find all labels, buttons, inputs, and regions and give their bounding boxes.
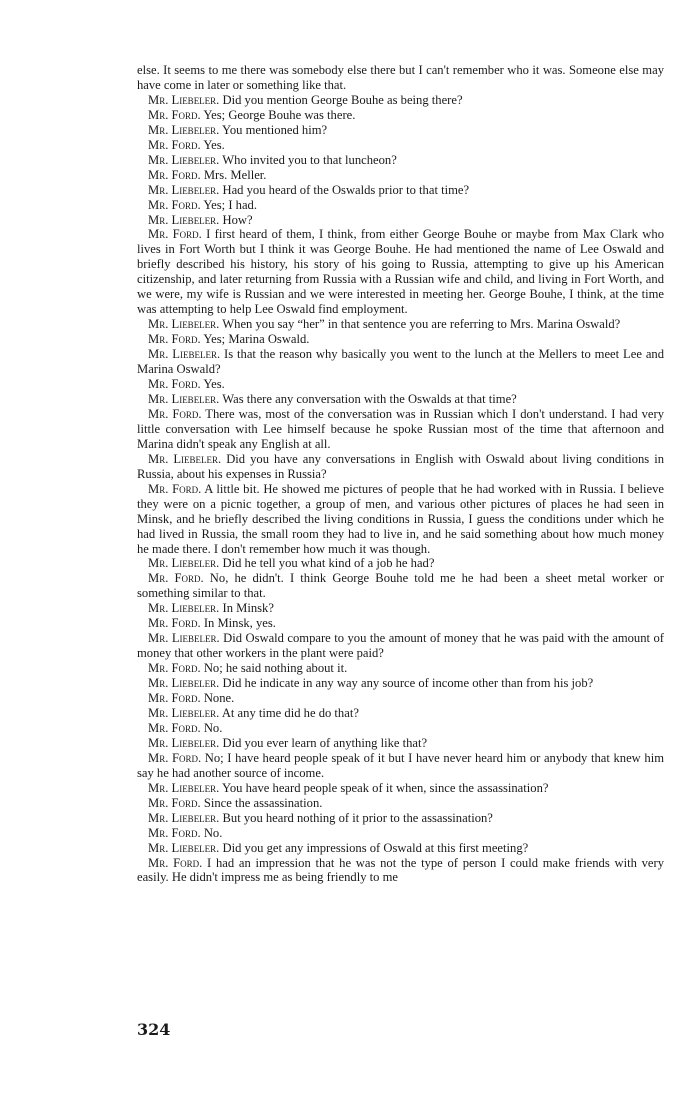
page-number: 324 bbox=[137, 1020, 171, 1039]
testimony-paragraph bbox=[137, 392, 664, 407]
paragraph-text: No; I have heard people speak of it but I have never heard him or anybody that knew him say he had another source of income. bbox=[137, 750, 664, 780]
speaker-label: Mr. Liebeler. bbox=[148, 705, 220, 720]
paragraph-text: No, he didn't. I think George Bouhe told me he had been a sheet metal worker or something similar to that. bbox=[137, 571, 664, 601]
speaker-label: Mr. Ford. bbox=[148, 750, 202, 765]
paragraph-text: Did you mention George Bouhe as being there? bbox=[222, 92, 463, 107]
paragraph-text: Did he indicate in any way any source of income other than from his job? bbox=[222, 676, 594, 691]
paragraph-text: Did he tell you what kind of a job he had? bbox=[222, 556, 435, 571]
testimony-paragraph bbox=[137, 841, 664, 856]
speaker-label: Mr. Ford. bbox=[148, 661, 201, 676]
speaker-label: Mr. Liebeler. bbox=[148, 601, 220, 616]
paragraph-text: Was there any conversation with the Oswalds at that time? bbox=[222, 391, 517, 406]
paragraph-text: No. bbox=[203, 825, 223, 840]
paragraph-text: I first heard of them, I think, from either George Bouhe or maybe from Max Clark who lives in Fort Worth but I think it was George Bouhe. He had mentioned the name of Lee Oswald and briefly described his history, his story of his going to Russia, attempting to give up his American citizenship, and later returning from Russia with a Russian wife and child, and living in Fort Worth, and we were, my wife is Russian and we were interested in meeting her. George Bouhe, I think, at the time was attempting to help Lee Oswald find employment. bbox=[137, 227, 664, 317]
paragraph-text: In Minsk? bbox=[222, 601, 274, 616]
speaker-label: Mr. Ford. bbox=[148, 197, 201, 212]
testimony-paragraph bbox=[137, 317, 664, 332]
speaker-label: Mr. Ford. bbox=[148, 795, 201, 810]
testimony-paragraph bbox=[137, 706, 664, 721]
testimony-paragraph bbox=[137, 153, 664, 168]
testimony-paragraph bbox=[137, 796, 664, 811]
paragraph-text: You have heard people speak of it when, since the assassination? bbox=[222, 780, 549, 795]
testimony-paragraph bbox=[137, 661, 664, 676]
speaker-label: Mr. Liebeler. bbox=[148, 840, 220, 855]
paragraph-text: No. bbox=[203, 720, 223, 735]
speaker-label: Mr. Liebeler. bbox=[148, 556, 220, 571]
testimony-paragraph bbox=[137, 721, 664, 736]
testimony-body bbox=[137, 63, 664, 885]
paragraph-text: I had an impression that he was not the type of person I could make friends with very easily. He didn't impress me as being friendly to me bbox=[137, 855, 664, 885]
speaker-label: Mr. Liebeler. bbox=[148, 212, 220, 227]
speaker-label: Mr. Ford. bbox=[148, 167, 201, 182]
testimony-paragraph bbox=[137, 183, 664, 198]
paragraph-text: Mrs. Meller. bbox=[203, 167, 267, 182]
testimony-paragraph bbox=[137, 198, 664, 213]
paragraph-text: else. It seems to me there was somebody else there but I can't remember who it was. Someone else may have come in later or something like that. bbox=[137, 63, 664, 92]
speaker-label: Mr. Liebeler. bbox=[148, 391, 220, 406]
speaker-label: Mr. Ford. bbox=[148, 720, 201, 735]
testimony-paragraph bbox=[137, 168, 664, 183]
speaker-label: Mr. Ford. bbox=[148, 825, 201, 840]
paragraph-text: Yes; I had. bbox=[203, 197, 257, 212]
paragraph-text: A little bit. He showed me pictures of people that he had worked with in Russia. I believe they were on a picnic together, a group of men, and various other pictures of places he had seen in Minsk, and he briefly described the living conditions in Russia, I guess the conditions under which he had lived in Russia, the small room they had to live in, and he said something about how much money he made there. I don't remember how much it was though. bbox=[137, 481, 664, 556]
speaker-label: Mr. Ford. bbox=[148, 227, 202, 242]
testimony-paragraph bbox=[137, 108, 664, 123]
testimony-paragraph bbox=[137, 482, 664, 557]
speaker-label: Mr. Liebeler. bbox=[148, 92, 220, 107]
speaker-label: Mr. Liebeler. bbox=[148, 347, 221, 362]
speaker-label: Mr. Liebeler. bbox=[148, 676, 220, 691]
paragraph-text: Since the assassination. bbox=[203, 795, 323, 810]
testimony-paragraph bbox=[137, 93, 664, 108]
testimony-paragraph bbox=[137, 347, 664, 377]
paragraph-text: Did Oswald compare to you the amount of money that he was paid with the amount of money that other workers in the plant were paid? bbox=[137, 631, 664, 661]
testimony-paragraph bbox=[137, 407, 664, 452]
testimony-paragraph bbox=[137, 227, 664, 317]
testimony-paragraph bbox=[137, 332, 664, 347]
testimony-paragraph bbox=[137, 736, 664, 751]
testimony-paragraph bbox=[137, 601, 664, 616]
testimony-paragraph bbox=[137, 691, 664, 706]
paragraph-text: In Minsk, yes. bbox=[203, 616, 276, 631]
paragraph-text: Did you get any impressions of Oswald at this first meeting? bbox=[222, 840, 529, 855]
testimony-paragraph bbox=[137, 213, 664, 228]
speaker-label: Mr. Liebeler. bbox=[148, 631, 220, 646]
paragraph-text: But you heard nothing of it prior to the assassination? bbox=[222, 810, 493, 825]
speaker-label: Mr. Liebeler. bbox=[148, 810, 220, 825]
paragraph-text: When you say “her” in that sentence you are referring to Mrs. Marina Oswald? bbox=[222, 317, 621, 332]
testimony-paragraph bbox=[137, 856, 664, 886]
testimony-paragraph bbox=[137, 676, 664, 691]
paragraph-text: Is that the reason why basically you went to the lunch at the Mellers to meet Lee and Marina Oswald? bbox=[137, 347, 664, 377]
speaker-label: Mr. Liebeler. bbox=[148, 317, 220, 332]
paragraph-text: Yes. bbox=[203, 377, 225, 392]
paragraph-text: There was, most of the conversation was in Russian which I don't understand. I had very little conversation with Lee himself because he spoke Russian most of the time that afternoon and Marina didn't speak any English at all. bbox=[137, 406, 664, 451]
speaker-label: Mr. Liebeler. bbox=[148, 780, 220, 795]
speaker-label: Mr. Ford. bbox=[148, 571, 204, 586]
paragraph-text: Yes; Marina Oswald. bbox=[203, 332, 310, 347]
speaker-label: Mr. Ford. bbox=[148, 406, 202, 421]
paragraph-text: None. bbox=[203, 691, 235, 706]
paragraph-text: Had you heard of the Oswalds prior to that time? bbox=[222, 182, 470, 197]
speaker-label: Mr. Liebeler. bbox=[148, 122, 220, 137]
paragraph-text: Yes. bbox=[203, 137, 225, 152]
speaker-label: Mr. Liebeler. bbox=[148, 152, 220, 167]
speaker-label: Mr. Liebeler. bbox=[148, 451, 222, 466]
testimony-paragraph bbox=[137, 811, 664, 826]
speaker-label: Mr. Ford. bbox=[148, 107, 201, 122]
paragraph-text: How? bbox=[222, 212, 253, 227]
testimony-paragraph bbox=[137, 452, 664, 482]
testimony-paragraph bbox=[137, 781, 664, 796]
speaker-label: Mr. Ford. bbox=[148, 332, 201, 347]
testimony-paragraph bbox=[137, 556, 664, 571]
paragraph-text: Yes; George Bouhe was there. bbox=[203, 107, 356, 122]
paragraph-text: You mentioned him? bbox=[222, 122, 328, 137]
testimony-paragraph bbox=[137, 751, 664, 781]
paragraph-text: Who invited you to that luncheon? bbox=[222, 152, 397, 167]
testimony-paragraph bbox=[137, 123, 664, 138]
speaker-label: Mr. Liebeler. bbox=[148, 182, 220, 197]
paragraph-text: At any time did he do that? bbox=[221, 705, 359, 720]
testimony-paragraph bbox=[137, 631, 664, 661]
testimony-paragraph bbox=[137, 377, 664, 392]
speaker-label: Mr. Ford. bbox=[148, 855, 203, 870]
speaker-label: Mr. Ford. bbox=[148, 691, 201, 706]
speaker-label: Mr. Ford. bbox=[148, 377, 201, 392]
testimony-paragraph bbox=[137, 63, 664, 93]
paragraph-text: Did you have any conversations in English with Oswald about living conditions in Russia, about his expenses in Russia? bbox=[137, 451, 664, 481]
speaker-label: Mr. Liebeler. bbox=[148, 735, 220, 750]
testimony-paragraph bbox=[137, 616, 664, 631]
speaker-label: Mr. Ford. bbox=[148, 616, 201, 631]
paragraph-text: Did you ever learn of anything like that? bbox=[222, 735, 428, 750]
testimony-paragraph bbox=[137, 826, 664, 841]
speaker-label: Mr. Ford. bbox=[148, 137, 201, 152]
speaker-label: Mr. Ford. bbox=[148, 481, 202, 496]
testimony-paragraph bbox=[137, 138, 664, 153]
paragraph-text: No; he said nothing about it. bbox=[203, 661, 348, 676]
testimony-paragraph bbox=[137, 571, 664, 601]
